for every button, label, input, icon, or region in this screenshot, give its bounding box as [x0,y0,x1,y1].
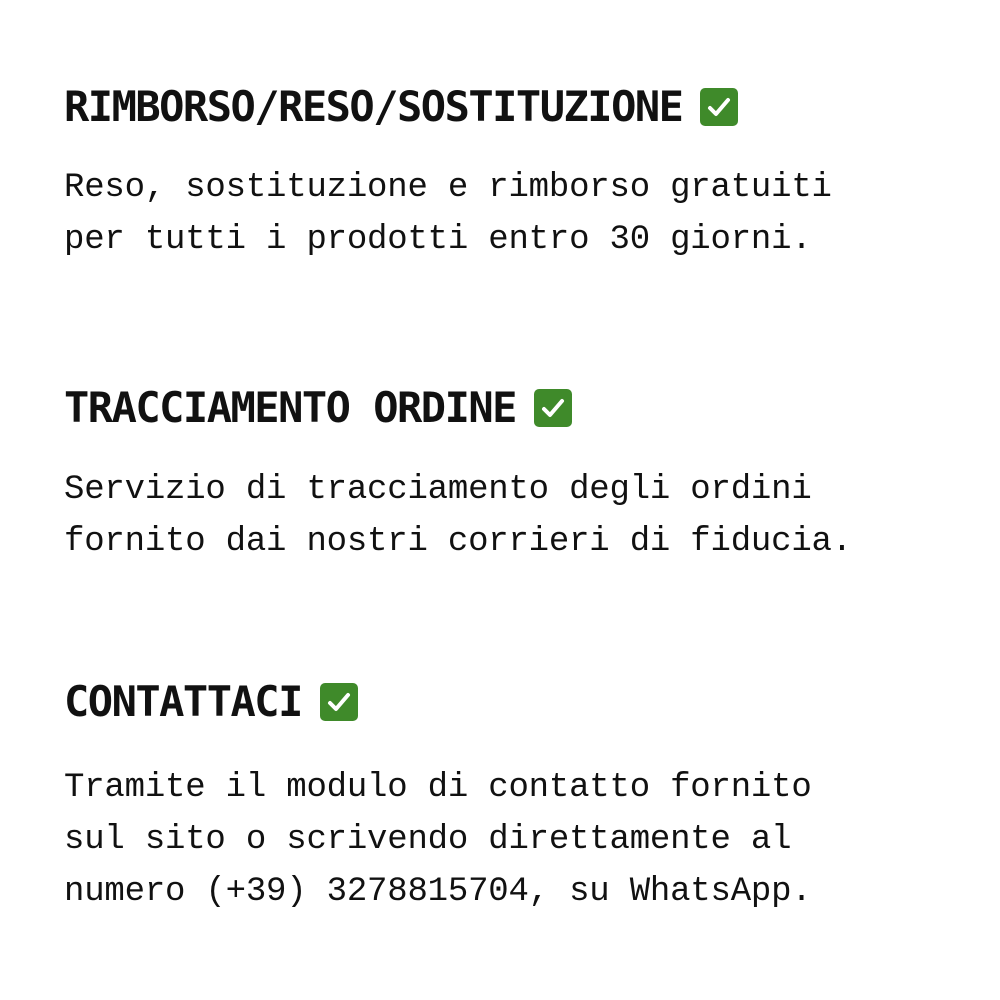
section-contattaci [64,677,944,918]
section-description [64,162,944,266]
section-heading-row [64,383,944,433]
check-mark-icon [534,389,572,427]
description-line: fornito dai nostri corrieri di fiducia. [64,523,852,561]
check-mark-icon [320,683,358,721]
section-tracciamento [64,383,944,568]
section-title: TRACCIAMENTO ORDINE [64,383,516,432]
section-description [64,762,944,918]
description-line: Reso, sostituzione e rimborso gratuiti [64,169,832,207]
description-line: Servizio di tracciamento degli ordini [64,471,812,509]
description-line: per tutti i prodotti entro 30 giorni. [64,221,812,259]
section-title: CONTATTACI [64,677,302,726]
description-line: Tramite il modulo di contatto fornito [64,769,812,807]
section-heading-row [64,677,944,727]
description-line: numero (+39) 3278815704, su WhatsApp. [64,873,812,911]
section-heading-row [64,82,944,132]
section-description [64,464,944,568]
check-mark-icon [700,88,738,126]
description-line: sul sito o scrivendo direttamente al [64,821,792,859]
section-rimborso [64,82,944,266]
section-title: RIMBORSO/RESO/SOSTITUZIONE [64,82,683,131]
